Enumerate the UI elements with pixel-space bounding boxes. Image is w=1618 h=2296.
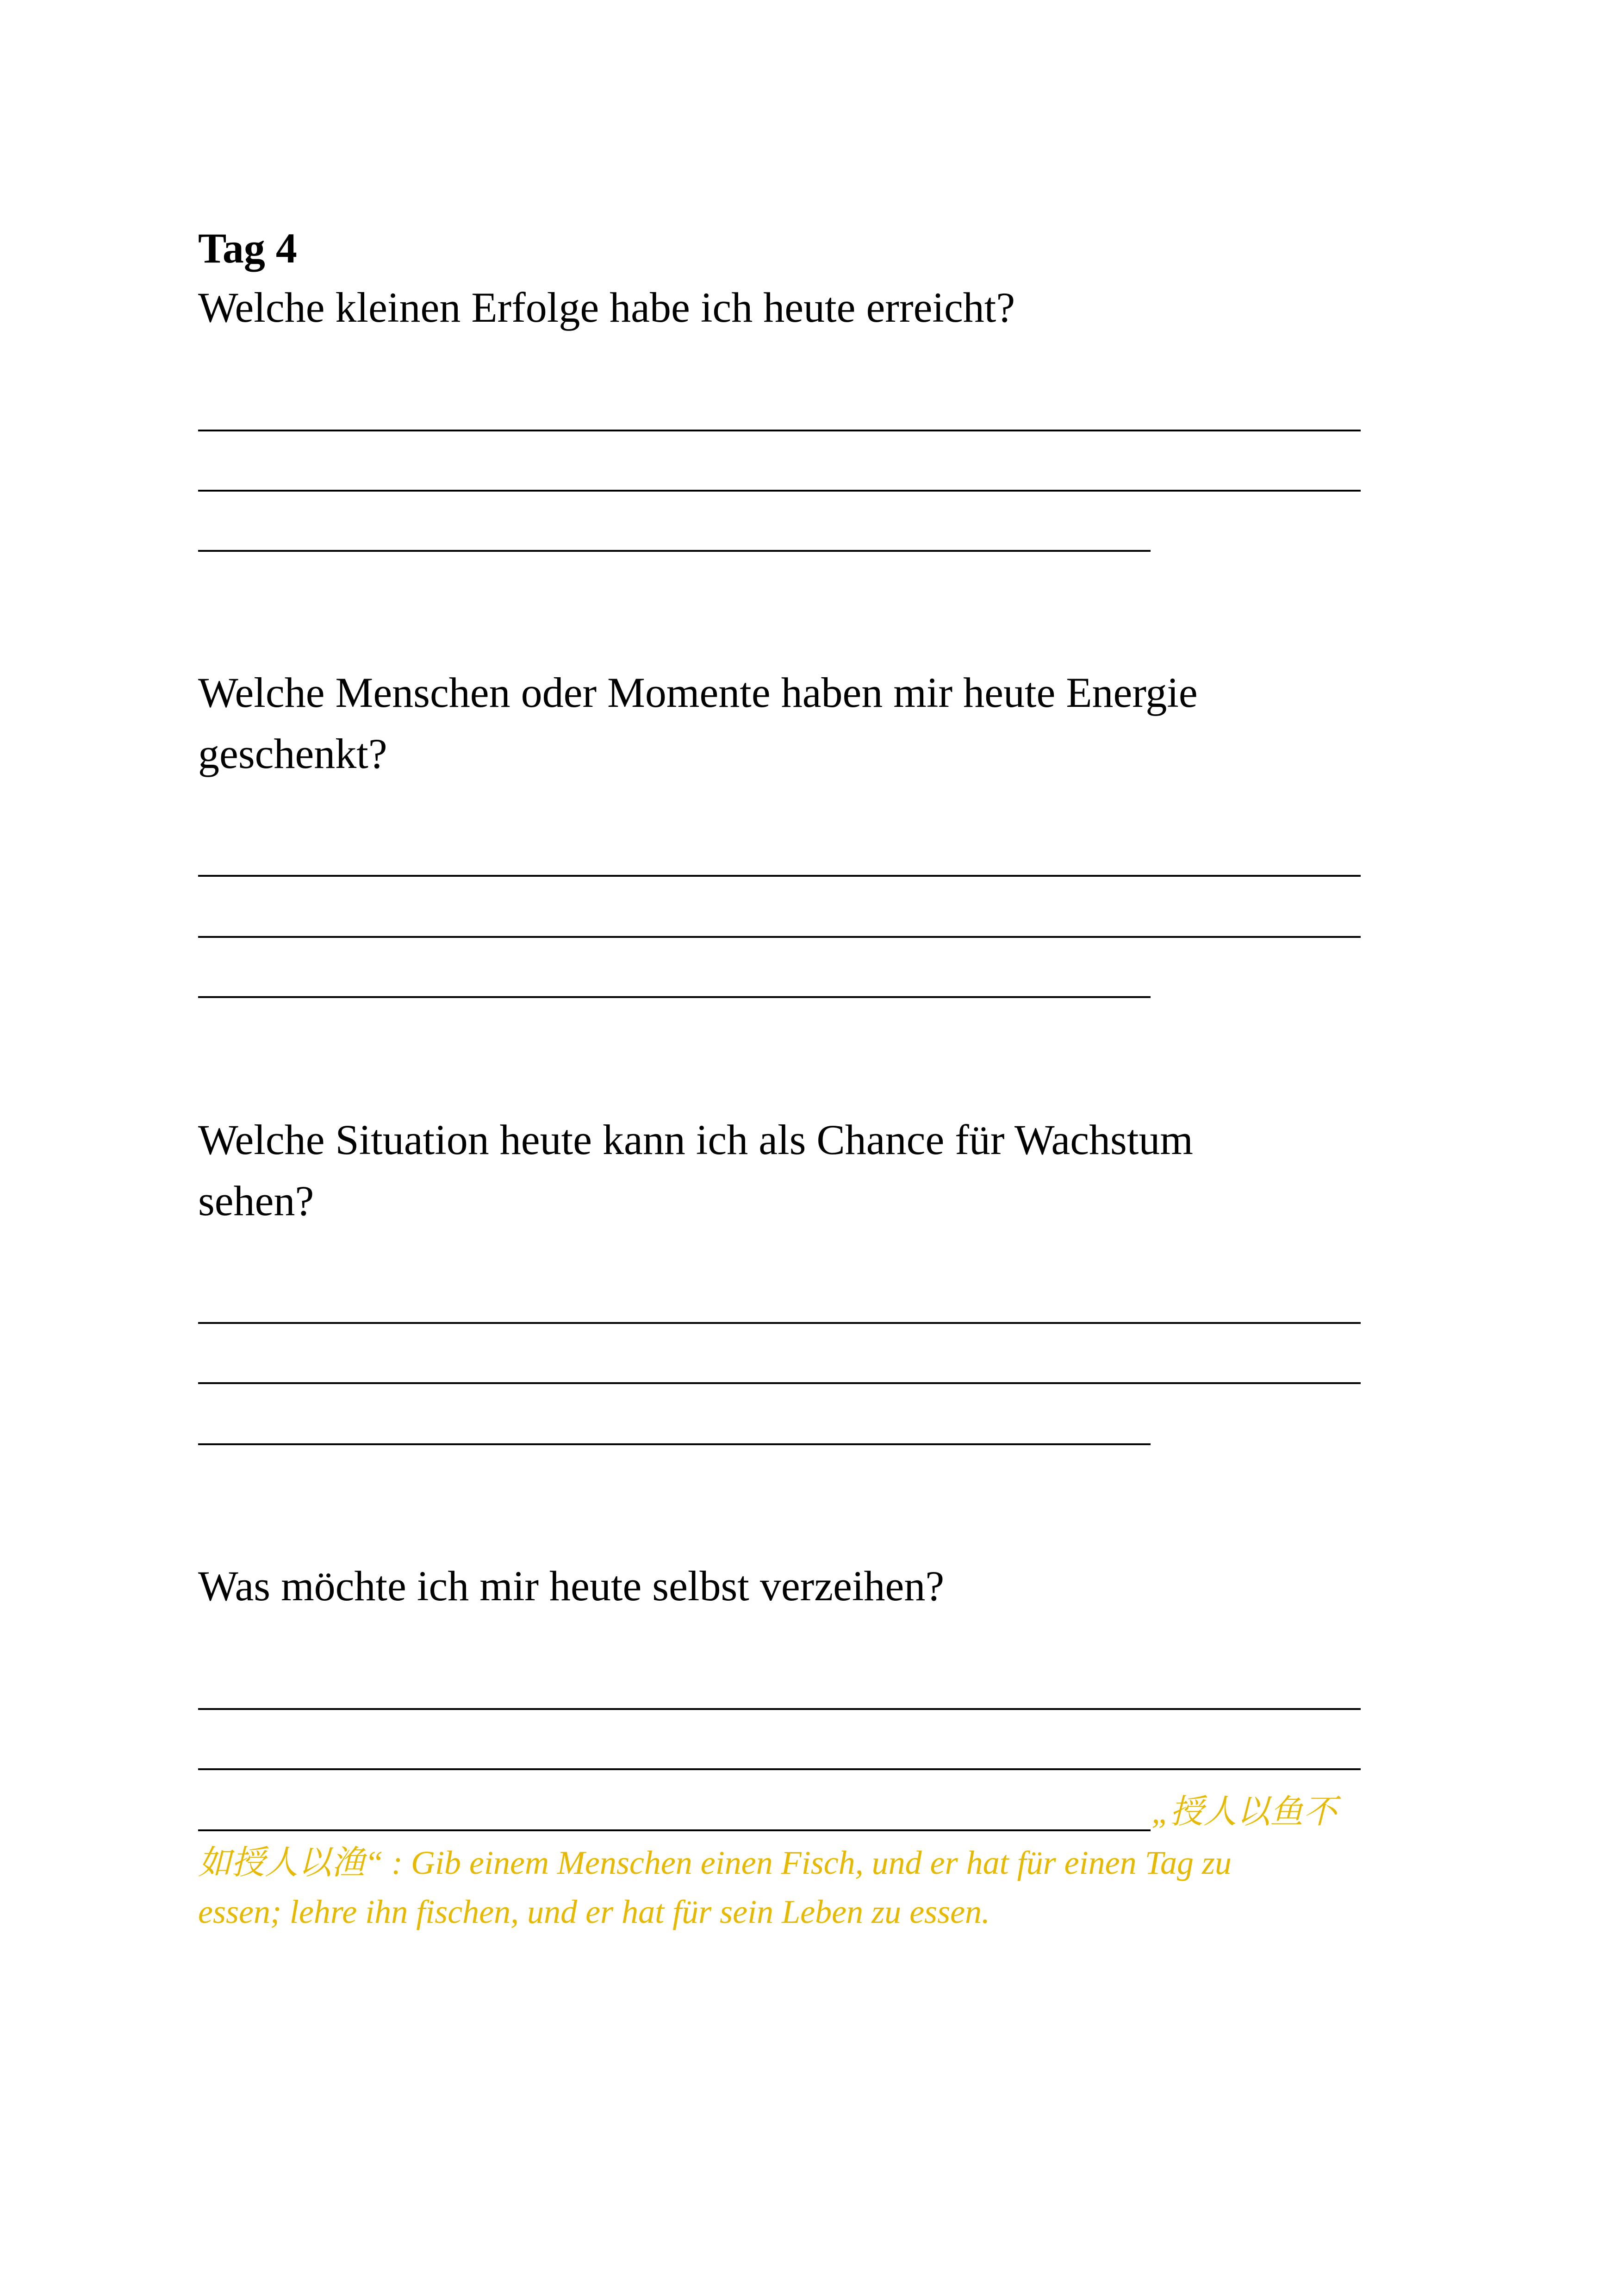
question-4: Was möchte ich mir heute selbst verzeihen?: [198, 1562, 945, 1610]
quote-part-3: essen; lehre ihn fischen, und er hat für sein Leben zu essen.: [198, 1893, 990, 1930]
question-2-line-1: Welche Menschen oder Momente haben mir heute Energie: [198, 669, 1198, 716]
answer-line-2-1[interactable]: [198, 875, 1361, 877]
answer-line-3-1[interactable]: [198, 1322, 1361, 1324]
question-1: Welche kleinen Erfolge habe ich heute erreicht?: [198, 284, 1015, 331]
question-3-line-2: sehen?: [198, 1177, 314, 1224]
answer-line-3-3[interactable]: [198, 1443, 1151, 1445]
answer-line-4-2[interactable]: [198, 1768, 1361, 1770]
answer-line-3-2[interactable]: [198, 1382, 1361, 1384]
question-3-line-1: Welche Situation heute kann ich als Chance für Wachstum: [198, 1116, 1193, 1163]
answer-line-4-3[interactable]: [198, 1829, 1151, 1831]
answer-line-2-3[interactable]: [198, 996, 1151, 998]
answer-line-4-1[interactable]: [198, 1708, 1361, 1710]
answer-line-1-2[interactable]: [198, 490, 1361, 492]
quote-part-1: „授人以鱼不: [1151, 1793, 1337, 1830]
answer-line-1-1[interactable]: [198, 430, 1361, 431]
day-title: Tag 4: [198, 225, 297, 272]
answer-line-2-2[interactable]: [198, 936, 1361, 938]
question-2-line-2: geschenkt?: [198, 730, 387, 777]
answer-line-1-3[interactable]: [198, 550, 1151, 552]
quote-part-2: 如授人以渔“ : Gib einem Menschen einen Fisch, und er hat für einen Tag zu: [198, 1844, 1232, 1881]
